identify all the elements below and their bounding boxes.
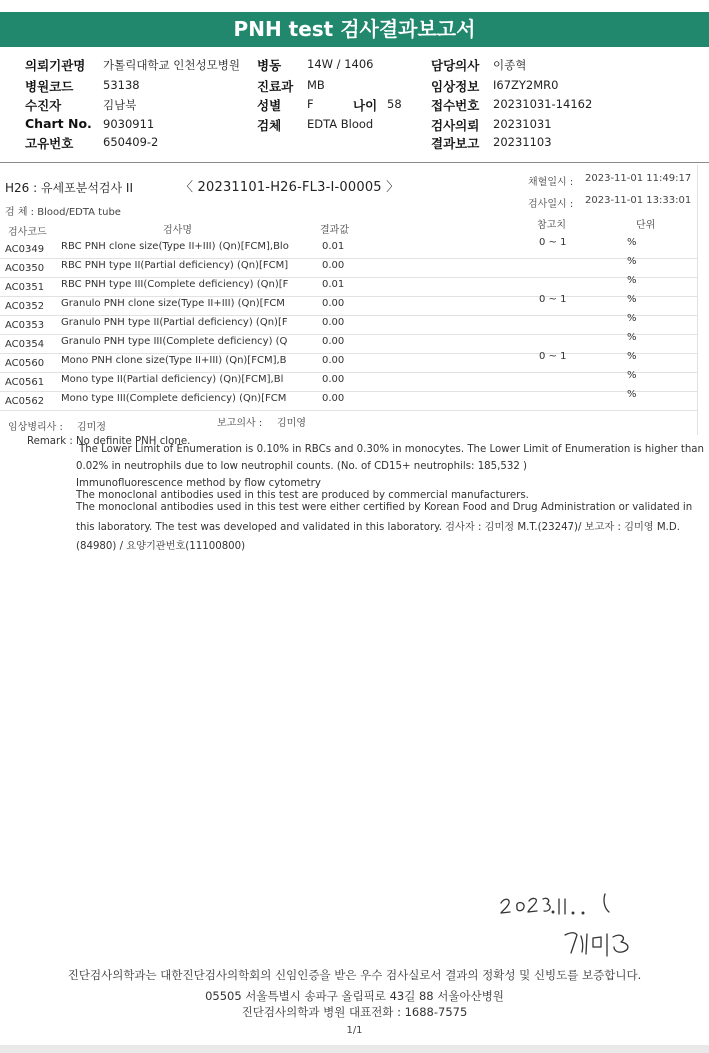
cell-test-name: Mono type II(Partial deficiency) (Qn)[FCM],Bl [61, 374, 284, 385]
row-divider [0, 391, 697, 392]
reporter-label: 보고의사 : [217, 418, 263, 429]
specimen-line: 검 체 : Blood/EDTA tube [5, 207, 121, 218]
cell-result: 0.00 [322, 374, 345, 385]
cell-code: AC0351 [5, 282, 45, 293]
remark-label: Remark : [27, 436, 73, 447]
cell-unit: % [627, 256, 637, 267]
label-test-request: 검사의뢰 [431, 118, 480, 133]
row-divider [0, 372, 697, 373]
cell-result: 0.00 [322, 336, 345, 347]
value-ward: 14W / 1406 [307, 57, 374, 71]
cell-result: 0.01 [322, 279, 345, 290]
section-title: H26 : 유세포분석검사 II [5, 181, 134, 195]
cell-reference: 0 ~ 1 [539, 237, 567, 248]
row-divider [0, 410, 697, 411]
cell-result: 0.00 [322, 355, 345, 366]
label-department: 진료과 [257, 79, 294, 94]
cell-test-name: Granulo PNH clone size(Type II+III) (Qn)[FCM [61, 298, 285, 309]
footer-certification: 진단검사의학과는 대한진단검사의학회의 신임인증을 받은 우수 검사실로서 결과의 정확성 및 신빙도를 보증합니다. [67, 968, 642, 982]
cell-code: AC0352 [5, 301, 45, 312]
cell-test-name: Granulo PNH type III(Complete deficiency) (Q [61, 336, 288, 347]
remark-line: The monoclonal antibodies used in this test are produced by commercial manufacturers. [76, 490, 529, 501]
value-hospital-code: 53138 [103, 78, 140, 92]
collect-label: 채혈일시 : [528, 177, 574, 188]
cell-reference: 0 ~ 1 [539, 294, 567, 305]
test-datetime: 2023-11-01 13:33:01 [585, 195, 692, 206]
page-number: 1/1 [346, 1025, 363, 1036]
cell-result: 0.00 [322, 317, 345, 328]
cell-unit: % [627, 294, 637, 305]
remark-line: The Lower Limit of Enumeration is 0.10% in RBCs and 0.30% in monocytes. The Lower Limit of Enumeration is higher than [79, 444, 704, 455]
value-receipt-no: 20231031-14162 [493, 97, 593, 111]
label-ward: 병동 [257, 58, 282, 73]
row-divider [0, 277, 697, 278]
pathologist-label: 임상병리사 : [8, 422, 63, 433]
report-title: PNH test 검사결과보고서 [0, 12, 709, 47]
test-label: 검사일시 : [528, 199, 574, 210]
cell-code: AC0562 [5, 396, 45, 407]
cell-result: 0.00 [322, 393, 345, 404]
cell-test-name: Mono type III(Complete deficiency) (Qn)[FCM [61, 393, 287, 404]
label-age: 나이 [353, 98, 378, 113]
cell-test-name: RBC PNH type II(Partial deficiency) (Qn)[FCM] [61, 260, 289, 271]
cell-code: AC0560 [5, 358, 45, 369]
cell-unit: % [627, 313, 637, 324]
cell-unit: % [627, 389, 637, 400]
row-divider [0, 296, 697, 297]
remark-line: The monoclonal antibodies used in this test were either certified by Korean Food and Drug Administration or validated in [76, 502, 693, 513]
value-unique-id: 650409-2 [103, 135, 159, 149]
cell-result: 0.00 [322, 298, 345, 309]
bottom-strip [0, 1045, 709, 1053]
value-result-report: 20231103 [493, 135, 552, 149]
value-chart-no: 9030911 [103, 117, 155, 131]
cell-result: 0.00 [322, 260, 345, 271]
value-department: MB [307, 78, 325, 92]
row-divider [0, 315, 697, 316]
cell-test-name: Mono PNH clone size(Type II+III) (Qn)[FCM],B [61, 355, 287, 366]
remark-line: this laboratory. The test was developed and validated in this laboratory. 검사자 : 김미정 M.T.(23247)/ 보고자 : 김미영 M.D. [76, 522, 680, 533]
col-header-code: 검사코드 [8, 227, 47, 238]
page-edge-line [697, 165, 698, 435]
label-unique-id: 고유번호 [25, 136, 74, 151]
col-header-result: 결과값 [320, 225, 349, 236]
remark-line: (84980) / 요양기관번호(11100800) [76, 541, 246, 552]
label-attending-doctor: 담당의사 [431, 58, 480, 73]
col-header-name: 검사명 [163, 225, 192, 236]
value-clinical-info: I67ZY2MR0 [493, 78, 559, 92]
remark-line: Immunofluorescence method by flow cytometry [76, 478, 321, 489]
handwritten-signature [495, 890, 670, 965]
label-clinical-info: 임상정보 [431, 79, 480, 94]
col-header-reference: 참고치 [537, 220, 566, 231]
label-receipt-no: 접수번호 [431, 98, 480, 113]
label-patient: 수진자 [25, 98, 62, 113]
cell-unit: % [627, 332, 637, 343]
cell-code: AC0561 [5, 377, 45, 388]
col-header-unit: 단위 [636, 220, 656, 231]
cell-result: 0.01 [322, 241, 345, 252]
cell-unit: % [627, 237, 637, 248]
remark-line: 0.02% in neutrophils due to low neutrophil counts. (No. of CD15+ neutrophils: 185,532 ) [76, 461, 528, 472]
value-patient: 김남북 [103, 98, 137, 112]
value-test-request: 20231031 [493, 117, 552, 131]
cell-code: AC0354 [5, 339, 45, 350]
cell-unit: % [627, 351, 637, 362]
value-requesting-institution: 가톨릭대학교 인천성모병원 [103, 58, 240, 72]
cell-code: AC0353 [5, 320, 45, 331]
cell-code: AC0349 [5, 244, 45, 255]
footer-address: 05505 서울특별시 송파구 올림픽로 43길 88 서울아산병원 [205, 989, 504, 1003]
remark-line: No definite PNH clone. [76, 436, 191, 447]
row-divider [0, 353, 697, 354]
collect-datetime: 2023-11-01 11:49:17 [585, 173, 692, 184]
row-divider [0, 334, 697, 335]
cell-test-name: RBC PNH type III(Complete deficiency) (Qn)[F [61, 279, 289, 290]
cell-unit: % [627, 275, 637, 286]
cell-unit: % [627, 370, 637, 381]
label-requesting-institution: 의뢰기관명 [25, 58, 86, 73]
footer-contact: 진단검사의학과 병원 대표전화 : 1688-7575 [241, 1005, 468, 1019]
cell-code: AC0350 [5, 263, 45, 274]
cell-reference: 0 ~ 1 [539, 351, 567, 362]
row-divider [0, 258, 697, 259]
value-specimen: EDTA Blood [307, 117, 374, 131]
label-sex: 성별 [257, 98, 282, 113]
cell-test-name: Granulo PNH type II(Partial deficiency) (Qn)[F [61, 317, 288, 328]
label-chart-no: Chart No. [25, 116, 92, 131]
header-divider [0, 162, 709, 163]
reporter-name: 김미영 [277, 418, 306, 429]
label-result-report: 결과보고 [431, 136, 480, 151]
label-specimen: 검체 [257, 118, 282, 133]
cell-test-name: RBC PNH clone size(Type II+III) (Qn)[FCM],Blo [61, 241, 289, 252]
value-sex: F [307, 97, 314, 111]
report-code: 〈 20231101-H26-FL3-I-00005 〉 [180, 180, 400, 195]
label-hospital-code: 병원코드 [25, 79, 74, 94]
value-age: 58 [387, 97, 402, 111]
value-attending-doctor: 이종혁 [493, 58, 527, 72]
pathologist-name: 김미정 [77, 422, 106, 433]
